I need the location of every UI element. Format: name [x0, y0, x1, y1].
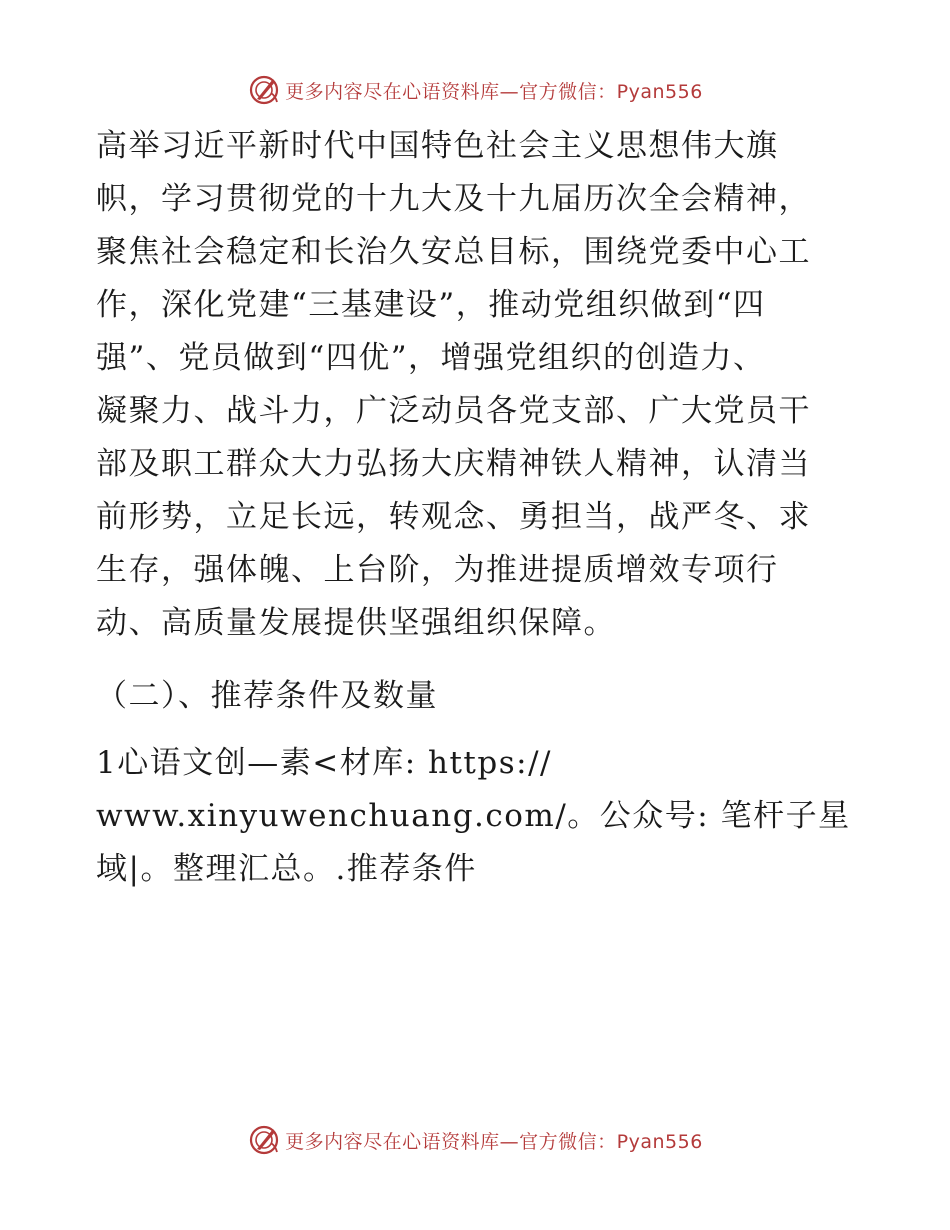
- paragraph-line: 生存，强体魄、上台阶，为推进提质增效专项行: [96, 552, 779, 588]
- paragraph-line: 帜，学习贯彻党的十九大及十九届历次全会精神，: [96, 181, 811, 217]
- paragraph-line: 高举习近平新时代中国特色社会主义思想伟大旗: [96, 128, 779, 164]
- footer-banner: [0, 1120, 950, 1160]
- paragraph-line: 凝聚力、战斗力，广泛动员各党支部、广大党员干: [96, 393, 811, 429]
- paragraph-line: 前形势，立足长远，转观念、勇担当，战严冬、求: [96, 499, 811, 535]
- footer-banner-text: 更多内容尽在心语资料库—官方微信：Pyan556: [285, 1130, 703, 1153]
- item-line: 1心语文创—素<材库: https://: [96, 745, 552, 781]
- paragraph-line: 聚焦社会稳定和长治久安总目标，围绕党委中心工: [96, 234, 811, 270]
- quill-seal-icon: [247, 73, 281, 107]
- item-line: 域|。整理汇总。.推荐条件: [96, 851, 477, 887]
- paragraph-line: 动、高质量发展提供坚强组织保障。: [96, 605, 616, 641]
- list-item: [96, 737, 856, 896]
- document-body: [96, 120, 856, 896]
- section-heading: （二）、推荐条件及数量: [96, 678, 438, 714]
- header-banner-text: 更多内容尽在心语资料库—官方微信：Pyan556: [285, 80, 703, 103]
- quill-seal-icon: [247, 1123, 281, 1157]
- header-banner: [0, 70, 950, 110]
- body-paragraph: [96, 120, 856, 650]
- paragraph-line: 部及职工群众大力弘扬大庆精神铁人精神，认清当: [96, 446, 811, 482]
- paragraph-line: 作，深化党建“三基建设”，推动党组织做到“四: [96, 287, 766, 323]
- paragraph-line: 强”、党员做到“四优”，增强党组织的创造力、: [96, 340, 766, 376]
- item-line: www.xinyuwenchuang.com/。公众号: 笔杆子星: [96, 798, 851, 834]
